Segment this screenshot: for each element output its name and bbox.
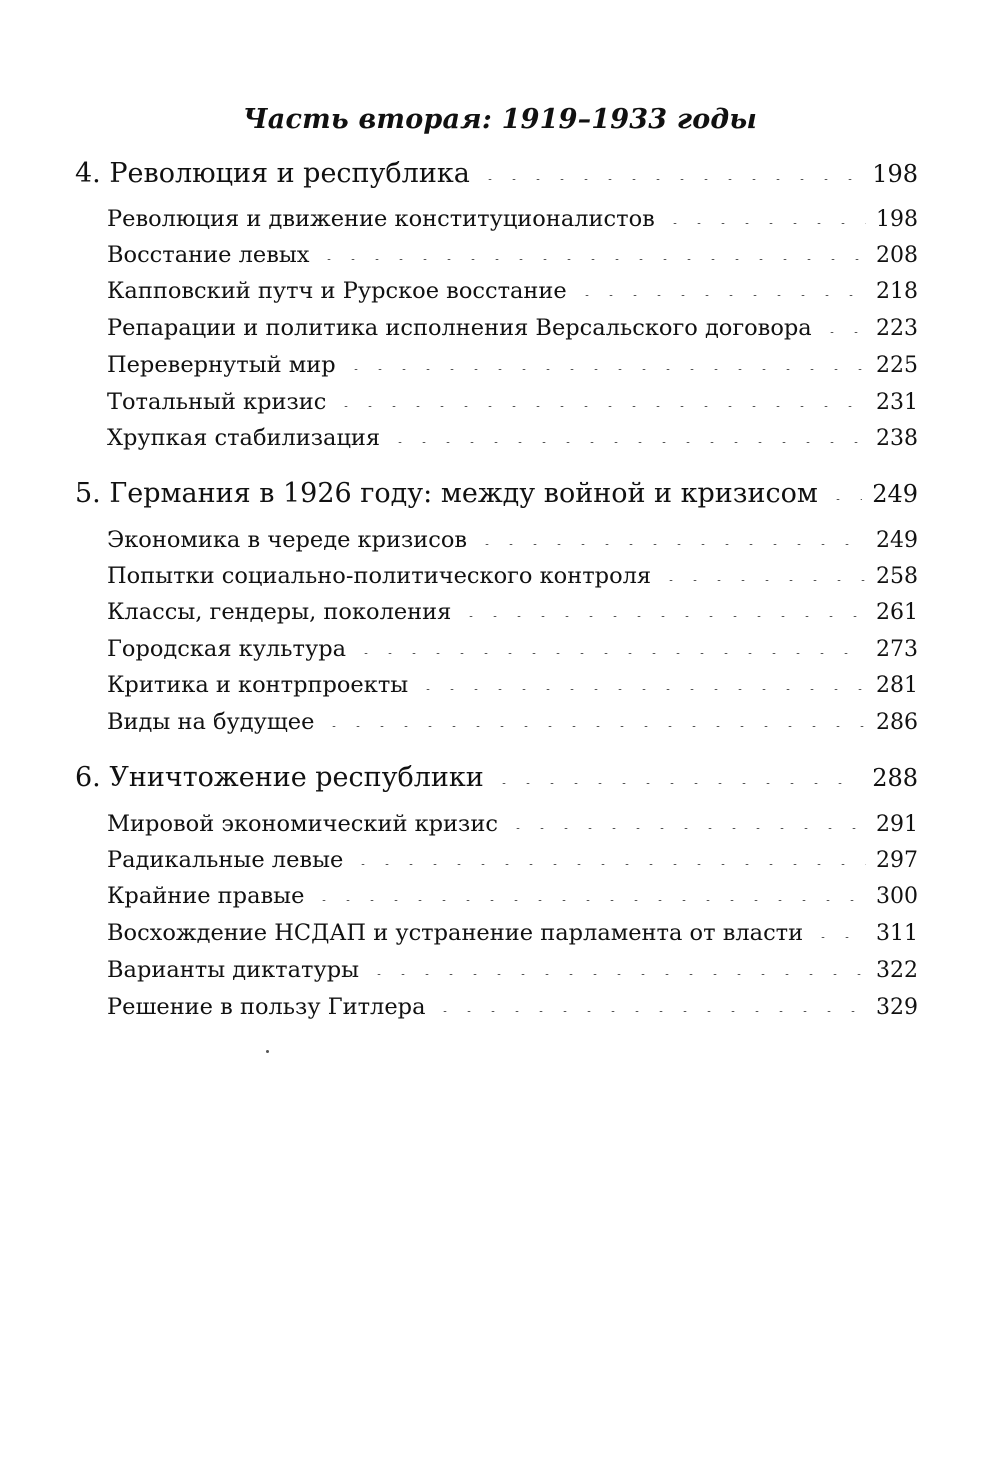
section-page-number: 311	[876, 921, 918, 946]
section-label: Восстание левых	[107, 242, 310, 268]
dot-leader	[478, 179, 862, 180]
section-page-number: 322	[876, 958, 918, 983]
section-page-number: 286	[876, 710, 918, 735]
section-page-number: 273	[876, 637, 918, 662]
dot-leader	[575, 295, 866, 296]
dot-leader	[416, 689, 866, 690]
dot-leader	[820, 332, 866, 333]
dot-leader	[317, 259, 866, 260]
dot-leader	[475, 544, 866, 545]
dot-leader	[663, 223, 866, 224]
dot-leader	[811, 937, 866, 938]
toc-section[interactable]	[107, 206, 918, 232]
toc-section[interactable]	[107, 994, 918, 1020]
dot-leader	[354, 653, 866, 654]
toc-section[interactable]	[107, 352, 918, 378]
chapter-label: 4. Революция и республика	[75, 158, 470, 189]
section-label: Варианты диктатуры	[107, 957, 360, 983]
dot-leader	[322, 726, 866, 727]
toc-section[interactable]	[107, 847, 918, 873]
section-label: Виды на будущее	[107, 709, 315, 735]
toc-section[interactable]	[107, 957, 918, 983]
toc-section[interactable]	[107, 599, 918, 625]
section-label: Классы, гендеры, поколения	[107, 599, 452, 625]
chapter-label: 6. Уничтожение республики	[75, 762, 484, 793]
toc-section[interactable]	[107, 242, 918, 268]
chapter-page-number: 288	[872, 764, 918, 792]
toc-section[interactable]	[107, 920, 918, 946]
toc-section[interactable]	[107, 636, 918, 662]
section-page-number: 261	[876, 600, 918, 625]
section-page-number: 223	[876, 316, 918, 341]
toc-chapter-5[interactable]	[75, 478, 918, 509]
toc-chapter-4[interactable]	[75, 158, 918, 189]
section-page-number: 258	[876, 564, 918, 589]
toc-section[interactable]	[107, 709, 918, 735]
section-page-number: 231	[876, 390, 918, 415]
section-label: Радикальные левые	[107, 847, 344, 873]
dot-leader	[367, 974, 866, 975]
section-page-number: 218	[876, 279, 918, 304]
section-label: Экономика в череде кризисов	[107, 527, 468, 553]
section-page-number: 329	[876, 995, 918, 1020]
section-label: Капповский путч и Рурское восстание	[107, 278, 567, 304]
section-label: Крайние правые	[107, 883, 305, 909]
part-title: Часть вторая: 1919–1933 годы	[242, 104, 758, 135]
section-label: Репарации и политика исполнения Версальского договора	[107, 315, 812, 341]
toc-section[interactable]	[107, 527, 918, 553]
chapter-page-number: 249	[872, 480, 918, 508]
section-label: Решение в пользу Гитлера	[107, 994, 426, 1020]
toc-section[interactable]	[107, 278, 918, 304]
dot-leader	[492, 783, 862, 784]
section-page-number: 300	[876, 884, 918, 909]
chapter-label: 5. Германия в 1926 году: между войной и кризисом	[75, 478, 818, 509]
toc-section[interactable]	[107, 883, 918, 909]
section-label: Попытки социально-политического контроля	[107, 563, 652, 589]
section-page-number: 198	[876, 207, 918, 232]
section-label: Перевернутый мир	[107, 352, 336, 378]
dot-leader	[388, 442, 866, 443]
section-label: Революция и движение конституционалистов	[107, 206, 655, 232]
toc-chapter-6[interactable]	[75, 762, 918, 793]
chapter-page-number: 198	[872, 160, 918, 188]
print-speck	[266, 1050, 269, 1053]
dot-leader	[351, 864, 866, 865]
section-label: Критика и контрпроекты	[107, 672, 409, 698]
section-label: Тотальный кризис	[107, 389, 327, 415]
section-label: Мировой экономический кризис	[107, 811, 498, 837]
section-page-number: 208	[876, 243, 918, 268]
section-label: Восхождение НСДАП и устранение парламента от власти	[107, 920, 804, 946]
toc-section[interactable]	[107, 811, 918, 837]
toc-section[interactable]	[107, 563, 918, 589]
toc-section[interactable]	[107, 425, 918, 451]
dot-leader	[334, 406, 866, 407]
dot-leader	[826, 499, 862, 500]
section-page-number: 291	[876, 812, 918, 837]
dot-leader	[459, 616, 866, 617]
toc-section[interactable]	[107, 672, 918, 698]
section-label: Городская культура	[107, 636, 347, 662]
toc-section[interactable]	[107, 389, 918, 415]
dot-leader	[344, 369, 866, 370]
section-page-number: 238	[876, 426, 918, 451]
section-page-number: 249	[876, 528, 918, 553]
section-label: Хрупкая стабилизация	[107, 425, 381, 451]
dot-leader	[659, 580, 866, 581]
section-page-number: 281	[876, 673, 918, 698]
dot-leader	[506, 828, 866, 829]
section-page-number: 225	[876, 353, 918, 378]
dot-leader	[433, 1011, 866, 1012]
section-page-number: 297	[876, 848, 918, 873]
dot-leader	[312, 900, 866, 901]
toc-section[interactable]	[107, 315, 918, 341]
